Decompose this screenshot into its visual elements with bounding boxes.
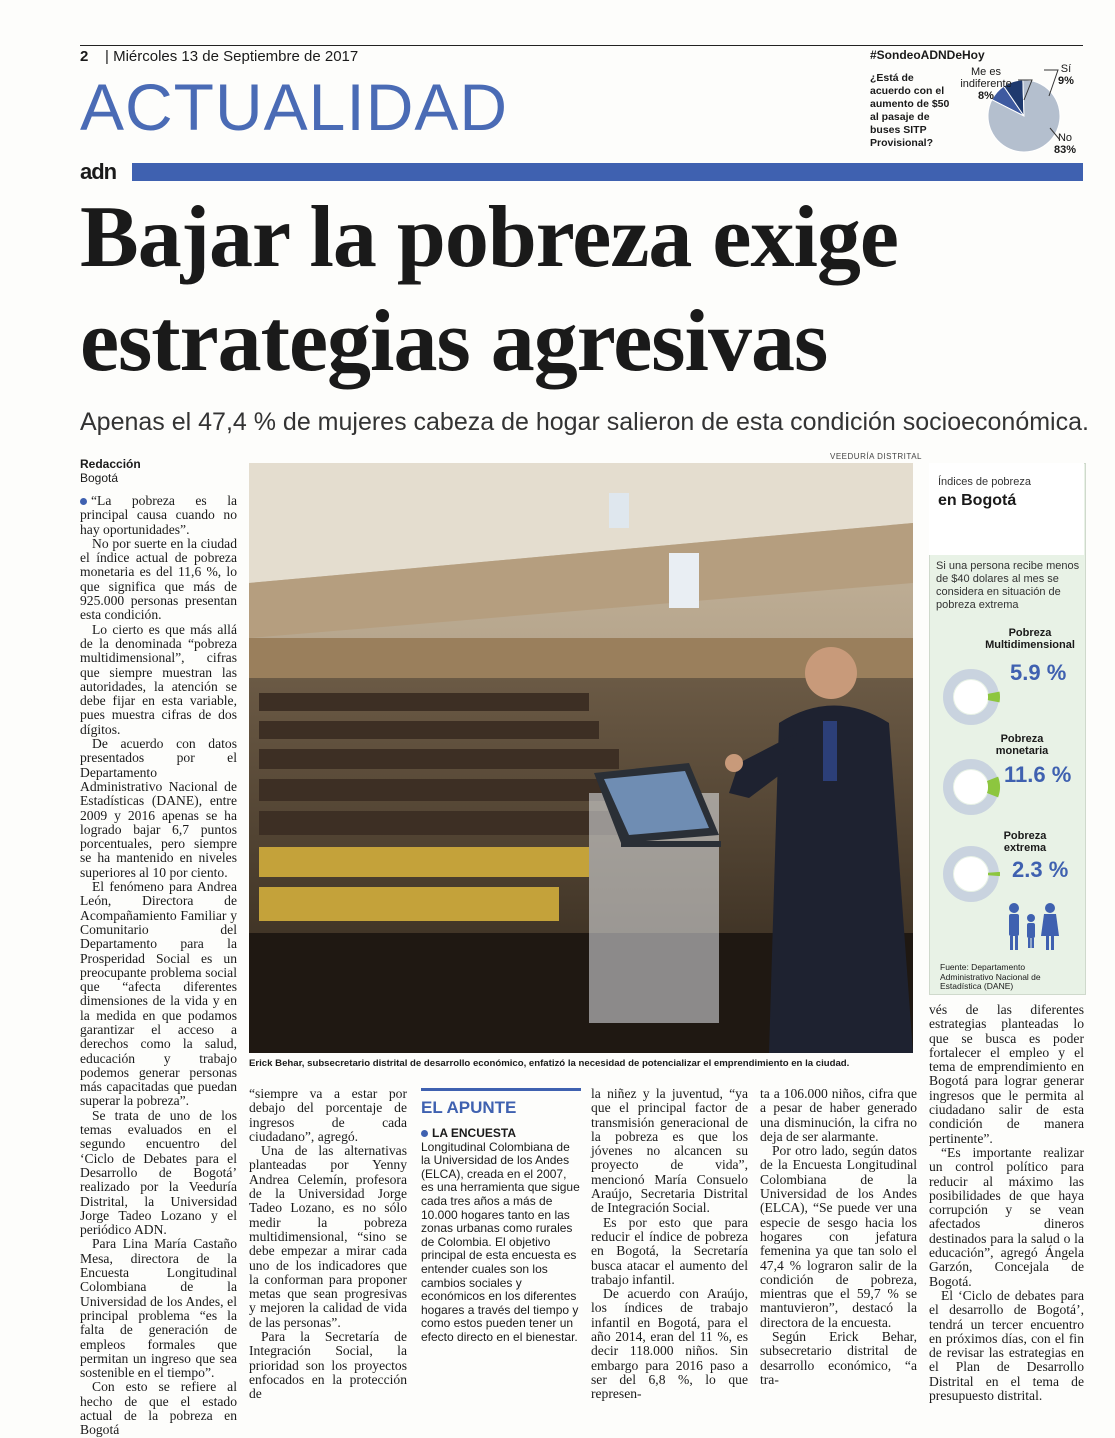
article-column-2 xyxy=(249,1087,407,1402)
donut-monetaria xyxy=(936,752,1006,822)
apunte-kicker: LA ENCUESTA xyxy=(432,1126,516,1140)
bullet-icon xyxy=(421,1130,428,1137)
poll-option-value: 83% xyxy=(1048,144,1082,156)
poll-option-value: 9% xyxy=(1052,75,1080,87)
apunte-title: EL APUNTE xyxy=(421,1098,516,1118)
paragraph: El fenómeno para Andrea León, Directora de Acompañamiento Familiar y Comunitario del Departamento para la Prosperidad Social es un preocupante problema social que “afecta diferentes dimensiones de la vida y en la medida en que podamos garantizar el acceso a derechos como la salud, educación y trabajo podemos generar personas más capacitadas que puedan superar la pobreza”. xyxy=(80,880,237,1109)
article-column-4 xyxy=(591,1087,748,1402)
donut-extrema xyxy=(936,839,1006,909)
headline: Bajar la pobreza exige estrategias agresivas xyxy=(80,186,1090,394)
indicator-label-extrema: Pobreza extrema xyxy=(990,830,1060,854)
paragraph: vés de las diferentes estrategias planteadas lo que se busca es poder fortalecer el empleo y el tema de emprendimiento en Bogotá para lograr generar ingresos que le permita al ciudadano salir de esta condición de manera pertinente”. xyxy=(929,1003,1084,1146)
infographic-note: Si una persona recibe menos de $40 dolares al mes se considera en situación de pobreza extrema xyxy=(936,560,1080,612)
apunte-body: Longitudinal Colombiana de la Universidad de los Andes (ELCA), creada en el 2007, es una herramienta que sigue cada tres años a más de 10.000 hogares tanto en las zonas urbanas como rurales de Colombia. El objetivo principal de esta encuesta es entender cuales son los cambios sociales y económicos en los diferentes hogares a través del tiempo y como estos pueden tener un efecto directo en el bienestar. xyxy=(421,1140,580,1344)
article-column-6 xyxy=(929,1003,1084,1403)
indicator-label-monetaria: Pobreza monetaria xyxy=(982,733,1062,757)
page-number: 2 xyxy=(80,48,88,65)
donut-hole xyxy=(954,857,988,891)
apunte-rule xyxy=(421,1088,581,1091)
paragraph: De acuerdo con Araújo, los índices de trabajo infantil en Bogotá, para el año 2014, eran del 11 %, es decir 118.000 niños. Sin embargo para 2016 paso a ser del 6,8 %, lo que represen- xyxy=(591,1287,748,1401)
indicator-value-extrema: 2.3 % xyxy=(1012,857,1068,883)
paragraph: Según Erick Behar, subsecretario distrital de desarrollo económico, “a tra- xyxy=(760,1330,917,1387)
paragraph: “Es importante realizar un control político para reducir al máximo las posibilidades de que haya corrupción y se vean afectados dineros destinados para la salud o la educación”, agregó Ángela Garzón, Concejala de Bogotá. xyxy=(929,1146,1084,1289)
section-color-bar xyxy=(132,163,1083,181)
poll-option-value: 8% xyxy=(954,90,1018,102)
auditorium-illustration xyxy=(249,463,913,1053)
paragraph: la niñez y la juventud, “ya que el principal factor de transmisión generacional de la pobreza es que los jóvenes no alcancen su proyecto de vida”, mencionó María Consuelo Araújo, Secretaria Distrital de Integración Social. xyxy=(591,1087,748,1216)
donut-value-arc xyxy=(992,779,994,795)
family-icon xyxy=(1004,902,1064,952)
infographic-title-line1: Índices de pobreza xyxy=(938,476,1031,488)
donut-multidimensional xyxy=(936,662,1006,732)
article-column-1 xyxy=(80,494,237,1438)
poll-option-label: No xyxy=(1058,132,1072,144)
apunte-text xyxy=(421,1127,581,1345)
author: Redacción xyxy=(80,457,141,471)
paragraph: Una de las alternativas planteadas por Yenny Andrea Celemín, profesora de la Universidad Jorge Tadeo Lozano, es no sólo medir la pobreza multidimensional, “sino se debe empezar a mirar cada uno de los indicadores que la conforman para proponer metas que sean progresivas y mejoren la calidad de vida de las personas”. xyxy=(249,1144,407,1330)
indicator-label-multidimensional: Pobreza Multidimensional xyxy=(980,627,1080,651)
donut-hole xyxy=(954,680,988,714)
paragraph: El ‘Ciclo de debates para el desarrollo de Bogotá’, tendrá un tercer encuentro en próximos días, con el fin de revisar las estrategias en el Plan de Desarrollo Distrital en el tema de presupuesto distrital. xyxy=(929,1289,1084,1403)
paragraph: Para la Secretaría de Integración Social, la prioridad son los proyectos enfocados en la protección de xyxy=(249,1330,407,1401)
byline xyxy=(80,457,141,485)
top-rule xyxy=(80,45,1083,46)
news-photo xyxy=(249,463,913,1053)
photo-caption: Erick Behar, subsecretario distrital de desarrollo económico, enfatizó la necesidad de potencializar el emprendimiento en la ciudad. xyxy=(249,1058,913,1070)
issue-date: | Miércoles 13 de Septiembre de 2017 xyxy=(105,48,358,65)
location: Bogotá xyxy=(80,471,141,485)
poll-hashtag: #SondeoADNDeHoy xyxy=(870,48,985,62)
photo-credit: VEEDURÍA DISTRITAL xyxy=(830,452,922,461)
indicator-value-monetaria: 11.6 % xyxy=(1004,762,1071,788)
poll-option-si xyxy=(1052,63,1080,87)
paragraph: Con esto se refiere al hecho de que el estado actual de la pobreza en Bogotá xyxy=(80,1380,237,1437)
infographic-source: Fuente: Departamento Administrativo Nacional de Estadística (DANE) xyxy=(940,963,1078,992)
poll-option-label: Me es indiferente xyxy=(960,66,1011,90)
paragraph: De acuerdo con datos presentados por el Departamento Administrativo Nacional de Estadísticas (DANE), entre 2009 y 2016 apenas se ha logrado bajar 6,7 puntos porcentuales, pero siempre se ha mantenido en niveles superiores al 10 por ciento. xyxy=(80,737,237,880)
paragraph: Por otro lado, según datos de la Encuesta Longitudinal Colombiana de la Universidad de los Andes (ELCA), “Se puede ver una especie de sesgo hacia los hogares con jefatura femenina ya que tan solo el 47,4 % lograron salir de la condición de pobreza, mientras que el 59,7 % se mantuvieron”, destacó la directora de la encuesta. xyxy=(760,1144,917,1330)
poll-option-no xyxy=(1048,132,1082,156)
subheadline: Apenas el 47,4 % de mujeres cabeza de hogar salieron de esta condición socioeconómica. xyxy=(80,408,1089,437)
paragraph: “La pobreza es la principal causa cuando no hay oportunidades”. xyxy=(80,494,237,537)
poll-option-label: Sí xyxy=(1061,63,1071,75)
paragraph: Para Lina María Castaño Mesa, directora de la Encuesta Longitudinal Colombiana de la Universidad de los Andes, el principal problema “es la falta de generación de empleos formales que permitan un ingreso que sea sostenible en el tiempo”. xyxy=(80,1237,237,1380)
bullet-icon xyxy=(80,498,87,505)
adn-logo: adn xyxy=(80,161,120,183)
poll-option-indiferente xyxy=(954,66,1018,102)
paragraph: Es por esto que para reducir el índice de pobreza en Bogotá, la Secretaría busca atacar el aumento del trabajo infantil. xyxy=(591,1216,748,1287)
paragraph: No por suerte en la ciudad el índice actual de pobreza monetaria es del 11,6 %, lo que significa que más de 925.000 personas presentan esta condición. xyxy=(80,537,237,623)
paragraph: Lo cierto es que más allá de la denominada “pobreza multidimensional”, cifras que siempre muestran las autoridades, la atención se debe fijar en esta variable, pues muestra cifras de dos dígitos. xyxy=(80,623,237,737)
poll-question: ¿Está de acuerdo con el aumento de $50 al pasaje de buses SITP Provisional? xyxy=(870,72,950,150)
section-title: ACTUALIDAD xyxy=(80,74,508,140)
indicator-value-multidimensional: 5.9 % xyxy=(1010,660,1066,686)
donut-hole xyxy=(954,770,988,804)
paragraph: “siempre va a estar por debajo del porcentaje de ingresos de cada ciudadano”, agregó. xyxy=(249,1087,407,1144)
article-column-5 xyxy=(760,1087,917,1387)
paragraph: Se trata de uno de los temas evaluados en el segundo encuentro del ‘Ciclo de Debates para el Desarrollo de Bogotá’ realizado por la Veeduría Distrital, la Universidad Jorge Tadeo Lozano y el periódico ADN. xyxy=(80,1109,237,1238)
infographic-title-line2: en Bogotá xyxy=(938,492,1016,510)
paragraph: ta a 106.000 niños, cifra que a pesar de haber generado una disminución, la cifra no deja de ser alarmante. xyxy=(760,1087,917,1144)
